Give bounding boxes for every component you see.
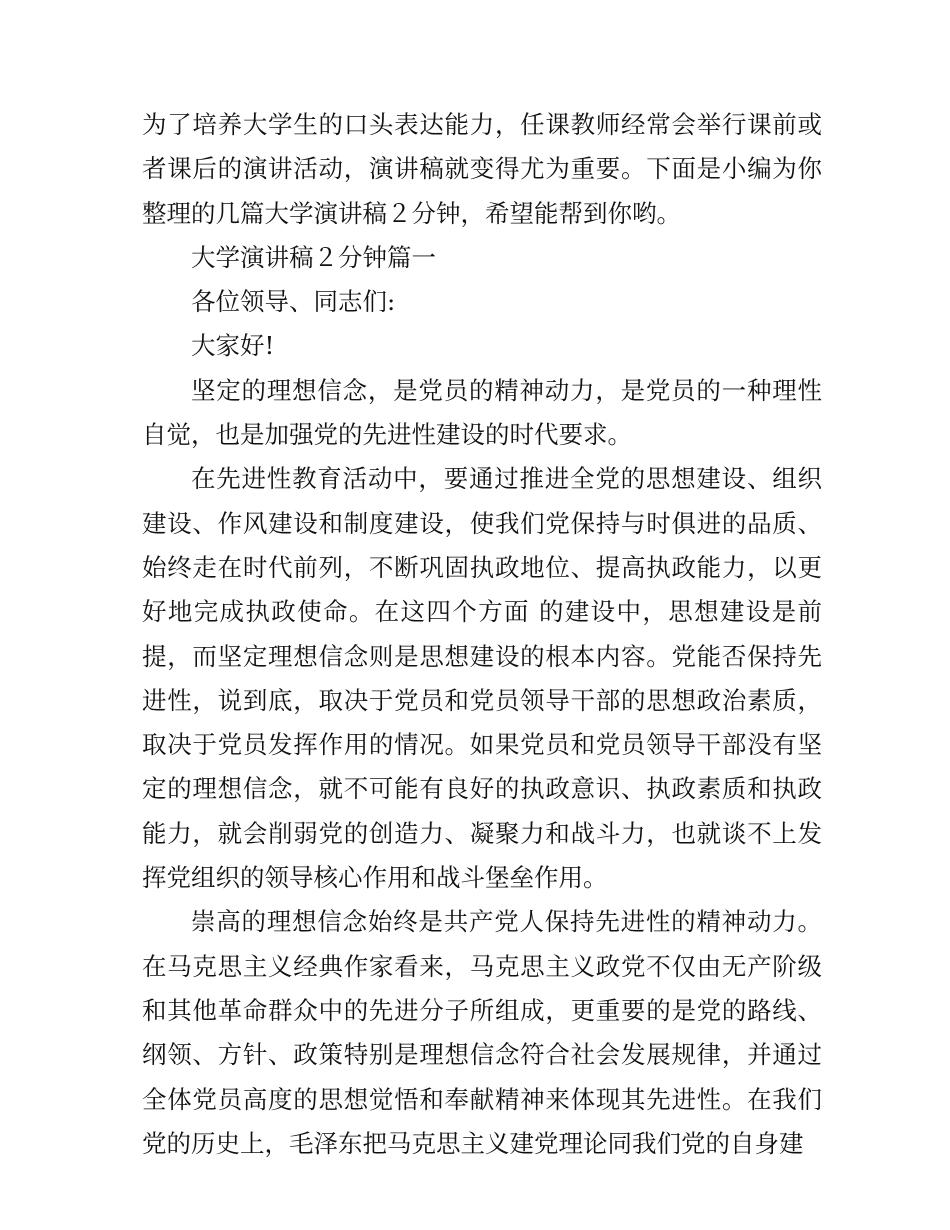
document-body [142,103,822,1166]
body-paragraph: 坚定的理想信念，是党员的精神动力，是党员的一种理性自觉，也是加强党的先进性建设的时代要求。 [142,375,822,450]
greeting: 大家好! [191,331,275,361]
body-paragraph: 崇高的理想信念始终是共产党人保持先进性的精神动力。在马克思主义经典作家看来，马克思主义政党不仅由无产阶级和其他革命群众中的先进分子所组成，更重要的是党的路线、纲领、方针、政策特别是理想信念符合社会发展规律，并通过全体党员高度的思想觉悟和奉献精神来体现其先进性。在我们党的历史上，毛泽东把马克思主义建党理论同我们党的自身建 [142,907,822,1158]
body-paragraph: 在先进性教育活动中，要通过推进全党的思想建设、组织建设、作风建设和制度建设，使我们党保持与时俱进的品质、始终走在时代前列，不断巩固执政地位、提高执政能力，以更好地完成执政使命。在这四个方面 的建设中，思想建设是前提，而坚定理想信念则是思想建设的根本内容。党能否保持先进性，说到底，取决于党员和党员领导干部的思想政治素质，取决于党员发挥作用的情况。如果党员和党员领导干部没有坚定的理想信念，就不可能有良好的执政意识、执政素质和执政能力，就会削弱党的创造力、凝聚力和战斗力，也就谈不上发挥党组织的领导核心作用和战斗堡垒作用。 [142,464,822,893]
salutation: 各位领导、同志们: [191,287,396,317]
intro-paragraph: 为了培养大学生的口头表达能力，任课教师经常会举行课前或者课后的演讲活动，演讲稿就变得尤为重要。下面是小编为你整理的几篇大学演讲稿２分钟，希望能帮到你哟。 [142,110,822,228]
section-heading: 大学演讲稿２分钟篇一 [191,242,436,272]
